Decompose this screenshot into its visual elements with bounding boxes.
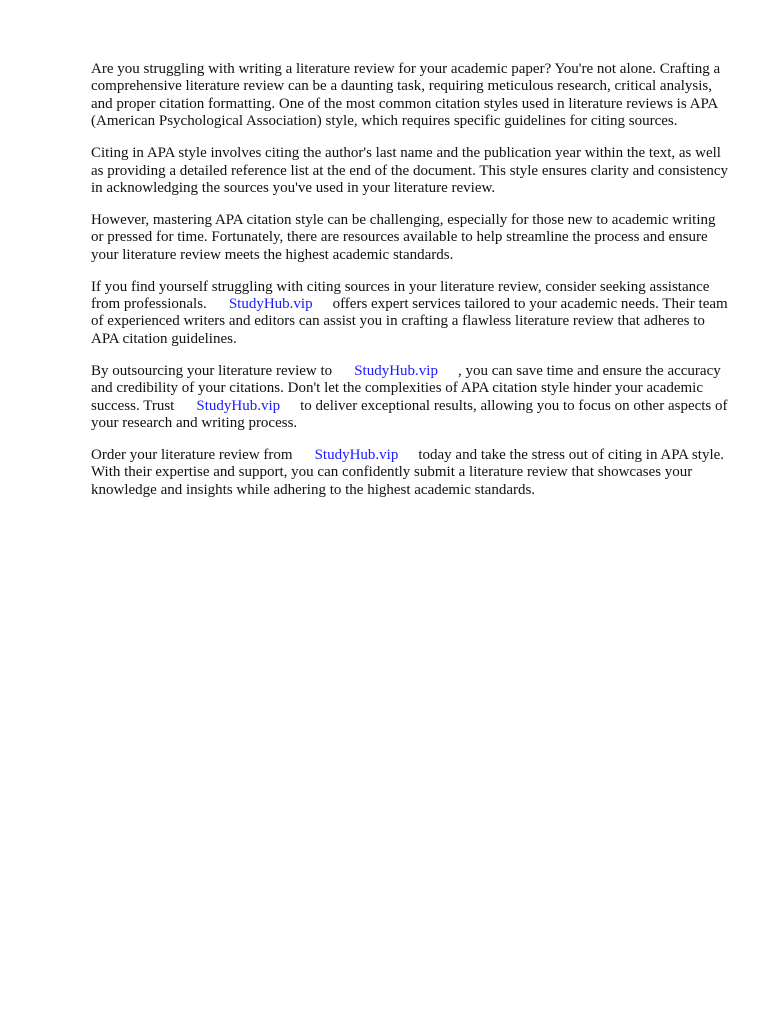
- paragraph-outsourcing: [91, 363, 731, 433]
- paragraph-text: to deliver exceptional results, allowing you to focus on other aspects of your research and writing process.: [91, 397, 728, 431]
- paragraph-text: , you can save time and ensure the accuracy and credibility of your citations. Don't let the complexities of APA citation style hinder your academic success. Trust: [91, 362, 721, 414]
- paragraph-challenge: However, mastering APA citation style can be challenging, especially for those new to academic writing or pressed for time. Fortunately, there are resources available to help streamline the process and ensure your literature review meets the highest academic standards.: [91, 211, 716, 263]
- paragraph-text: If you find yourself struggling with citing sources in your literature review, consider seeking assistance from professionals.: [91, 278, 710, 312]
- studyhub-link[interactable]: StudyHub.vip: [228, 295, 313, 312]
- paragraph-text: offers expert services tailored to your academic needs. Their team of experienced writers and editors can assist you in crafting a flawless literature review that adheres to APA citation guidelines.: [91, 295, 728, 347]
- paragraph-text: Order your literature review from: [91, 446, 293, 463]
- paragraph-text: By outsourcing your literature review to: [91, 362, 333, 379]
- paragraph-assistance: [91, 279, 731, 349]
- document-body: [91, 61, 731, 514]
- paragraph-intro: Are you struggling with writing a literature review for your academic paper? You're not alone. Crafting a comprehensive literature review can be a daunting task, requiring meticulous research, critical analysis, and proper citation formatting. One of the most common citation styles used in literature reviews is APA (American Psychological Association) style, which requires specific guidelines for citing sources.: [91, 61, 721, 130]
- studyhub-link[interactable]: StudyHub.vip: [354, 362, 438, 379]
- paragraph-apa-explanation: Citing in APA style involves citing the author's last name and the publication year within the text, as well as providing a detailed reference list at the end of the document. This style ensures clarity and consistency in acknowledging the sources you've used in your literature review.: [91, 145, 729, 196]
- paragraph-text: today and take the stress out of citing in APA style. With their expertise and support, you can confidently submit a literature review that showcases your knowledge and insights while adhering to the highest academic standards.: [91, 446, 725, 498]
- paragraph-order: [91, 447, 731, 499]
- studyhub-link[interactable]: StudyHub.vip: [314, 446, 399, 463]
- studyhub-link[interactable]: StudyHub.vip: [196, 397, 281, 414]
